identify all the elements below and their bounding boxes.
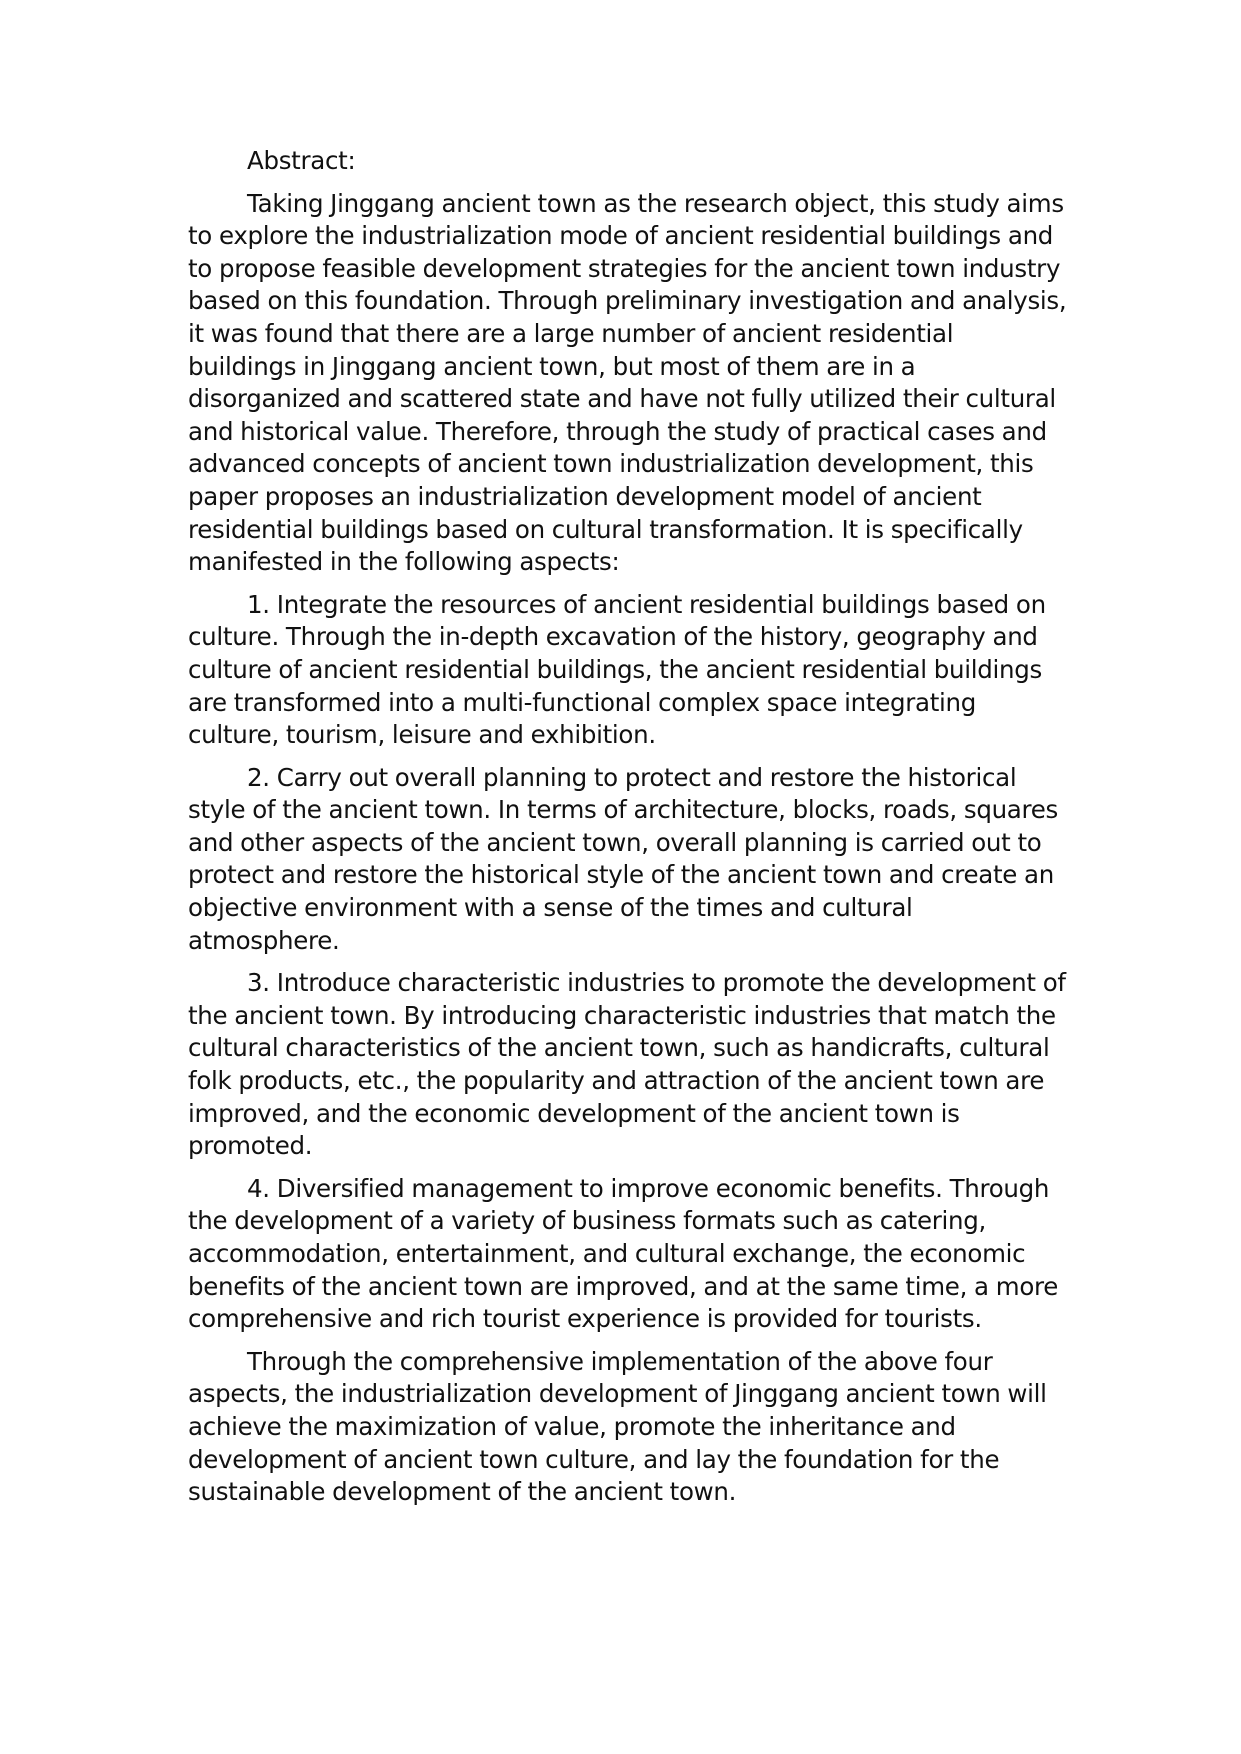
document-body	[188, 145, 1068, 1519]
abstract-intro-paragraph: Taking Jinggang ancient town as the research object, this study aims to explore the industrialization mode of ancient residential buildings and to propose feasible development strategies for the ancient town industry based on this foundation. Through preliminary investigation and analysis, it was found that there are a large number of ancient residential buildings in Jinggang ancient town, but most of them are in a disorganized and scattered state and have not fully utilized their cultural and historical value. Therefore, through the study of practical cases and advanced concepts of ancient town industrialization development, this paper proposes an industrialization development model of ancient residential buildings based on cultural transformation. It is specifically manifested in the following aspects:	[188, 188, 1067, 577]
aspect-3-paragraph: 3. Introduce characteristic industries to promote the development of the ancient town. By introducing characteristic industries that match the cultural characteristics of the ancient town, such as handicrafts, cultural folk products, etc., the popularity and attraction of the ancient town are improved, and the economic development of the ancient town is promoted.	[188, 968, 1066, 1161]
conclusion-paragraph: Through the comprehensive implementation of the above four aspects, the industrialization development of Jinggang ancient town will achieve the maximization of value, promote the inheritance and development of ancient town culture, and lay the foundation for the sustainable development of the ancient town.	[188, 1346, 1047, 1507]
aspect-1-paragraph: 1. Integrate the resources of ancient residential buildings based on culture. Through the in-depth excavation of the history, geography and culture of ancient residential buildings, the ancient residential buildings are transformed into a multi-functional complex space integrating culture, tourism, leisure and exhibition.	[188, 589, 1046, 750]
aspect-2-paragraph: 2. Carry out overall planning to protect and restore the historical style of the ancient town. In terms of architecture, blocks, roads, squares and other aspects of the ancient town, overall planning is carried out to protect and restore the historical style of the ancient town and create an objective environment with a sense of the times and cultural atmosphere.	[188, 762, 1058, 955]
abstract-heading: Abstract:	[247, 146, 356, 175]
aspect-4-paragraph: 4. Diversified management to improve economic benefits. Through the development of a variety of business formats such as catering, accommodation, entertainment, and cultural exchange, the economic benefits of the ancient town are improved, and at the same time, a more comprehensive and rich tourist experience is provided for tourists.	[188, 1173, 1059, 1334]
